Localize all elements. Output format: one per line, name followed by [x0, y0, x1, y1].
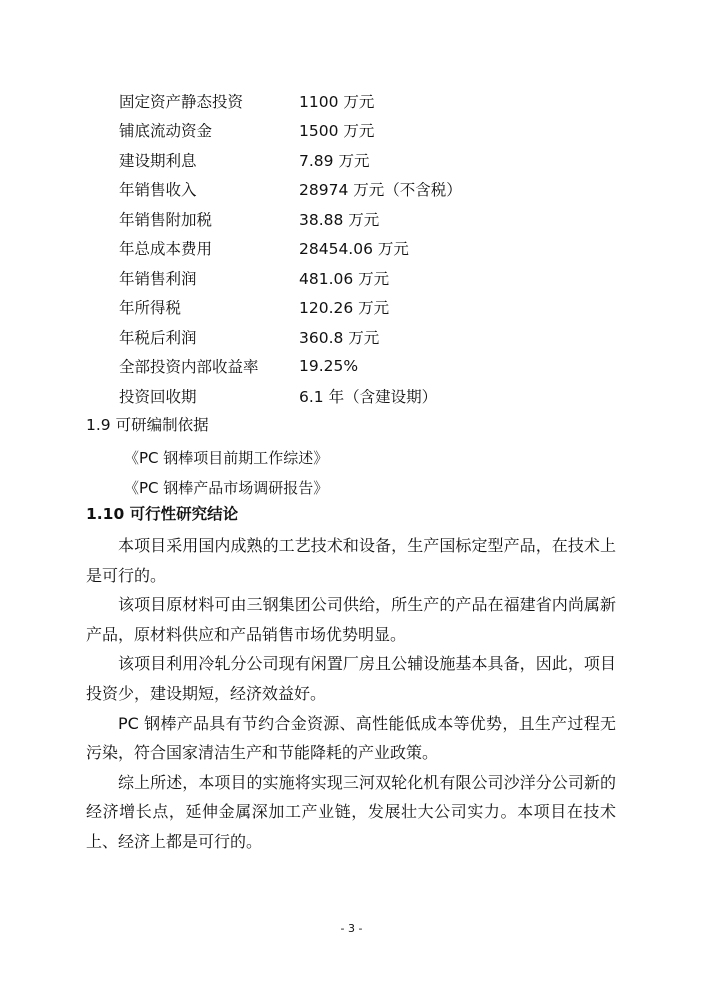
section-heading-conclusion: 1.10 可行性研究结论	[86, 505, 239, 523]
financial-value: 28454.06 万元	[299, 240, 409, 259]
financial-label: 铺底流动资金	[119, 122, 213, 141]
financial-label: 年销售收入	[119, 181, 197, 200]
section-heading-basis: 1.9 可研编制依据	[86, 416, 209, 434]
conclusion-paragraph: 综上所述，本项目的实施将实现三河双轮化机有限公司沙洋分公司新的经济增长点，延伸金属深加工产业链，发展壮大公司实力。本项目在技术上、经济上都是可行的。	[86, 772, 616, 851]
financial-indicators-table	[119, 86, 462, 411]
conclusion-body	[86, 531, 616, 857]
financial-row	[119, 322, 462, 352]
financial-label: 投资回收期	[119, 387, 197, 406]
financial-label: 全部投资内部收益率	[119, 358, 259, 377]
financial-value: 1100 万元	[299, 92, 375, 111]
basis-document-list	[124, 442, 328, 502]
financial-value: 360.8 万元	[299, 328, 380, 347]
conclusion-paragraph: PC 钢棒产品具有节约合金资源、高性能低成本等优势，且生产过程无污染，符合国家清洁生产和节能降耗的产业政策。	[86, 713, 616, 763]
financial-value: 120.26 万元	[299, 299, 390, 318]
financial-value: 38.88 万元	[299, 210, 380, 229]
financial-label: 年税后利润	[119, 328, 197, 347]
financial-row	[119, 86, 462, 116]
page-number: - 3 -	[340, 922, 363, 935]
financial-row	[119, 293, 462, 323]
financial-value: 19.25%	[299, 357, 359, 376]
financial-label: 年所得税	[119, 299, 182, 318]
financial-value: 481.06 万元	[299, 269, 390, 288]
financial-label: 年销售附加税	[119, 210, 213, 229]
financial-value: 6.1 年（含建设期）	[299, 387, 438, 406]
financial-row	[119, 381, 462, 411]
financial-value: 28974 万元（不含税）	[299, 181, 462, 200]
financial-value: 7.89 万元	[299, 151, 370, 170]
financial-row	[119, 175, 462, 205]
conclusion-paragraph: 该项目利用冷轧分公司现有闲置厂房且公辅设施基本具备，因此，项目投资少，建设期短，经济效益好。	[86, 654, 616, 703]
conclusion-paragraph: 本项目采用国内成熟的工艺技术和设备，生产国标定型产品，在技术上是可行的。	[86, 536, 616, 585]
financial-value: 1500 万元	[299, 122, 375, 141]
financial-label: 固定资产静态投资	[119, 92, 244, 111]
financial-label: 建设期利息	[119, 151, 197, 170]
financial-label: 年总成本费用	[119, 240, 213, 259]
financial-row	[119, 204, 462, 234]
financial-row	[119, 145, 462, 175]
financial-row	[119, 263, 462, 293]
financial-row	[119, 234, 462, 264]
basis-document-item: 《PC 钢棒项目前期工作综述》	[124, 448, 329, 467]
financial-row	[119, 352, 462, 382]
conclusion-paragraph: 该项目原材料可由三钢集团公司供给，所生产的产品在福建省内尚属新产品，原材料供应和产品销售市场优势明显。	[86, 595, 616, 644]
basis-document-item: 《PC 钢棒产品市场调研报告》	[124, 478, 329, 497]
financial-row	[119, 116, 462, 146]
financial-label: 年销售利润	[119, 269, 197, 288]
